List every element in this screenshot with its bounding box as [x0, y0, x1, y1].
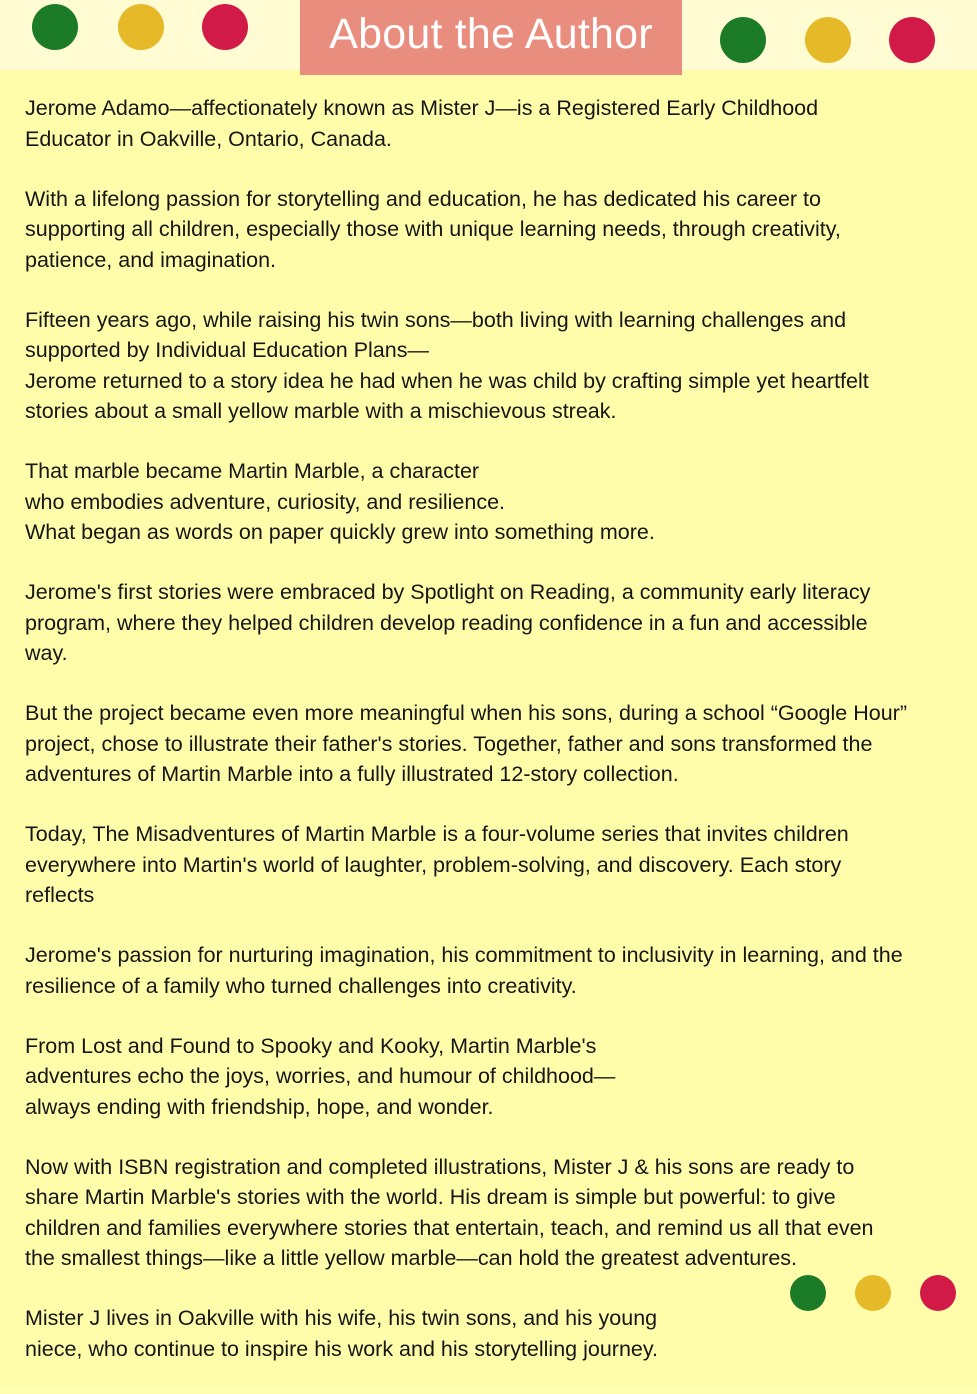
bio-line: Now with ISBN registration and completed illustrations, Mister J & his sons are ready to [25, 1154, 855, 1179]
bio-paragraph [25, 819, 965, 911]
bio-paragraph [25, 305, 965, 427]
bio-line: adventures echo the joys, worries, and humour of childhood— [25, 1064, 616, 1088]
bio-line: Jerome's passion for nurturing imagination, his commitment to inclusivity in learning, and the [25, 943, 903, 967]
bio-line: the smallest things—like a little yellow marble—can hold the greatest adventures. [25, 1246, 797, 1270]
bio-line: adventures of Martin Marble into a fully illustrated 12-story collection. [25, 762, 679, 786]
bio-line: That marble became Martin Marble, a character [25, 459, 480, 483]
bio-line: children and families everywhere stories that entertain, teach, and remind us all that even [25, 1215, 874, 1240]
bio-line: What began as words on paper quickly grew into something more. [25, 520, 655, 544]
green-dot-decoration [720, 17, 766, 63]
bio-paragraph [25, 1031, 965, 1123]
bio-line: stories about a small yellow marble with a mischievous streak. [25, 399, 617, 423]
bio-line: With a lifelong passion for storytelling and education, he has dedicated his career to [25, 186, 821, 211]
bio-line: resilience of a family who turned challenges into creativity. [25, 973, 577, 998]
bio-line: supported by Individual Education Plans— [25, 338, 429, 362]
bio-line: But the project became even more meaningful when his sons, during a school “Google Hour” [25, 701, 907, 725]
bio-line: niece, who continue to inspire his work and his storytelling journey. [25, 1336, 658, 1361]
bio-line: Jerome returned to a story idea he had when he was child by crafting simple yet heartfelt [25, 368, 869, 393]
title-banner [300, 0, 682, 75]
yellow-dot-decoration [118, 4, 164, 50]
bio-line: Jerome Adamo—affectionately known as Mister J—is a Registered Early Childhood [25, 96, 819, 120]
bio-paragraph [25, 698, 965, 790]
red-dot-decoration [889, 17, 935, 63]
bio-line: always ending with friendship, hope, and wonder. [25, 1094, 494, 1119]
bio-paragraph [25, 93, 965, 154]
bio-line: patience, and imagination. [25, 247, 277, 272]
bio-paragraph [25, 1303, 965, 1364]
page-title: About the Author [329, 10, 653, 58]
bio-line: Jerome's first stories were embraced by Spotlight on Reading, a community early literacy [25, 580, 871, 604]
bio-line: reflects [25, 883, 95, 907]
bio-paragraph [25, 184, 965, 276]
bio-paragraph [25, 577, 965, 669]
red-dot-decoration [202, 4, 248, 50]
yellow-dot-decoration [805, 17, 851, 63]
bio-line: Educator in Oakville, Ontario, Canada. [25, 126, 392, 151]
bio-line: supporting all children, especially those with unique learning needs, through creativity, [25, 217, 841, 241]
bio-paragraph [25, 1152, 965, 1274]
bio-line: who embodies adventure, curiosity, and resilience. [25, 489, 506, 514]
green-dot-decoration [32, 4, 78, 50]
bio-line: project, chose to illustrate their father's stories. Together, father and sons transformed the [25, 731, 873, 756]
bio-paragraph [25, 456, 965, 548]
bio-line: Fifteen years ago, while raising his twin sons—both living with learning challenges and [25, 307, 847, 332]
bio-line: share Martin Marble's stories with the world. His dream is simple but powerful: to give [25, 1185, 836, 1209]
bio-line: Today, The Misadventures of Martin Marble is a four-volume series that invites children [25, 822, 849, 846]
bio-paragraph [25, 940, 965, 1001]
bio-line: way. [25, 641, 68, 665]
bio-line: From Lost and Found to Spooky and Kooky, Martin Marble's [25, 1033, 597, 1058]
author-bio [25, 93, 965, 1394]
bio-line: Mister J lives in Oakville with his wife, his twin sons, and his young [25, 1306, 658, 1330]
bio-line: program, where they helped children develop reading confidence in a fun and accessible [25, 610, 868, 635]
bio-line: everywhere into Martin's world of laughter, problem-solving, and discovery. Each story [25, 852, 842, 877]
